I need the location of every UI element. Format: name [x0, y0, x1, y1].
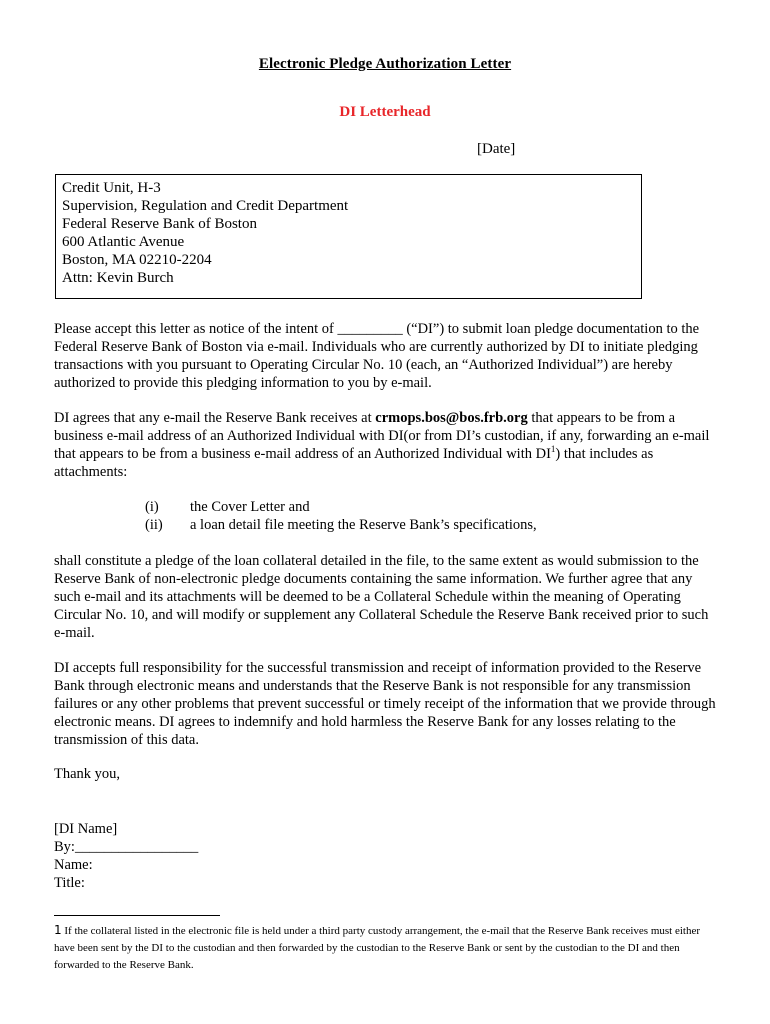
- pledge-paragraph: shall constitute a pledge of the loan collateral detailed in the file, to the same extent as would submission to the Reserve Bank of non-electronic pledge documents containing the same information. We further agree that any such e-mail and its attachments will be deemed to be a Collateral Schedule within the meaning of Operating Circular No. 10, and will modify or supplement any Collateral Schedule the Reserve Bank received prior to such e-mail.: [54, 553, 709, 641]
- footnote-reference: 1: [550, 444, 556, 455]
- paragraph-text: DI agrees that any e-mail the Reserve Bank receives at: [54, 410, 376, 426]
- address-line: Supervision, Regulation and Credit Department: [62, 198, 349, 214]
- signature-line: Title:: [54, 875, 85, 891]
- document-title: Electronic Pledge Authorization Letter: [258, 56, 512, 72]
- date-placeholder: [Date]: [477, 141, 516, 157]
- responsibility-paragraph: DI accepts full responsibility for the successful transmission and receipt of information provided to the Reserve Bank through electronic means and understands that the Reserve Bank is not responsible for any transmission failures or any other problems that prevent successful or timely receipt of the information that we provide through electronic means. DI agrees to indemnify and hold harmless the Reserve Bank for any losses relating to the transmission of this data.: [54, 660, 716, 748]
- signature-block: [54, 820, 198, 892]
- intent-paragraph: Please accept this letter as notice of the intent of _________ (“DI”) to submit loan pledge documentation to the Federal Reserve Bank of Boston via e-mail. Individuals who are currently authorized by DI to initiate pledging transactions with you pursuant to Operating Circular No. 10 (each, an “Authorized Individual”) are hereby authorized to provide this pledging information to you by e-mail.: [54, 321, 700, 391]
- footnote-text: If the collateral listed in the electronic file is held under a third party custody arrangement, the e-mail that the Reserve Bank receives must either have been sent by the DI to the custodian and then forwarded by the custodian to the Reserve Bank or sent by the custodian to the DI and then forwarded to the Reserve Bank.: [54, 925, 701, 971]
- list-item-number: (i): [145, 499, 159, 515]
- email-address: crmops.bos@bos.frb.org: [375, 410, 528, 426]
- attachments-list: [145, 498, 537, 534]
- letterhead-placeholder: DI Letterhead: [339, 104, 431, 120]
- list-item-text: the Cover Letter and: [190, 499, 310, 515]
- closing: Thank you,: [54, 766, 121, 782]
- footnote-number: 1: [54, 923, 62, 937]
- footnote: [54, 922, 718, 974]
- address-line: Federal Reserve Bank of Boston: [62, 216, 257, 232]
- list-item: [145, 498, 537, 516]
- address-line: 600 Atlantic Avenue: [62, 234, 185, 250]
- paragraph-text: that appears to be from a business e-mail address of an Authorized Individual with DI(or from DI’s custodian, if any, forwarding an e-mail that appears to be from a business e-mail address of an Authorized Individual with DI: [54, 410, 710, 462]
- signature-line: Name:: [54, 857, 93, 873]
- address-line: Attn: Kevin Burch: [62, 270, 174, 286]
- signature-line: By:_________________: [54, 839, 199, 855]
- address-line: Boston, MA 02210-2204: [62, 252, 212, 268]
- list-item: [145, 516, 537, 534]
- address-box: [55, 174, 642, 299]
- paragraph-text: ) that includes as attachments:: [54, 446, 654, 480]
- footnote-separator: [54, 915, 220, 916]
- list-item-text: a loan detail file meeting the Reserve Bank’s specifications,: [190, 517, 537, 533]
- list-item-number: (ii): [145, 517, 163, 533]
- email-agreement-paragraph: [54, 409, 718, 481]
- address-line: Credit Unit, H-3: [62, 180, 161, 196]
- signature-line: [DI Name]: [54, 821, 118, 837]
